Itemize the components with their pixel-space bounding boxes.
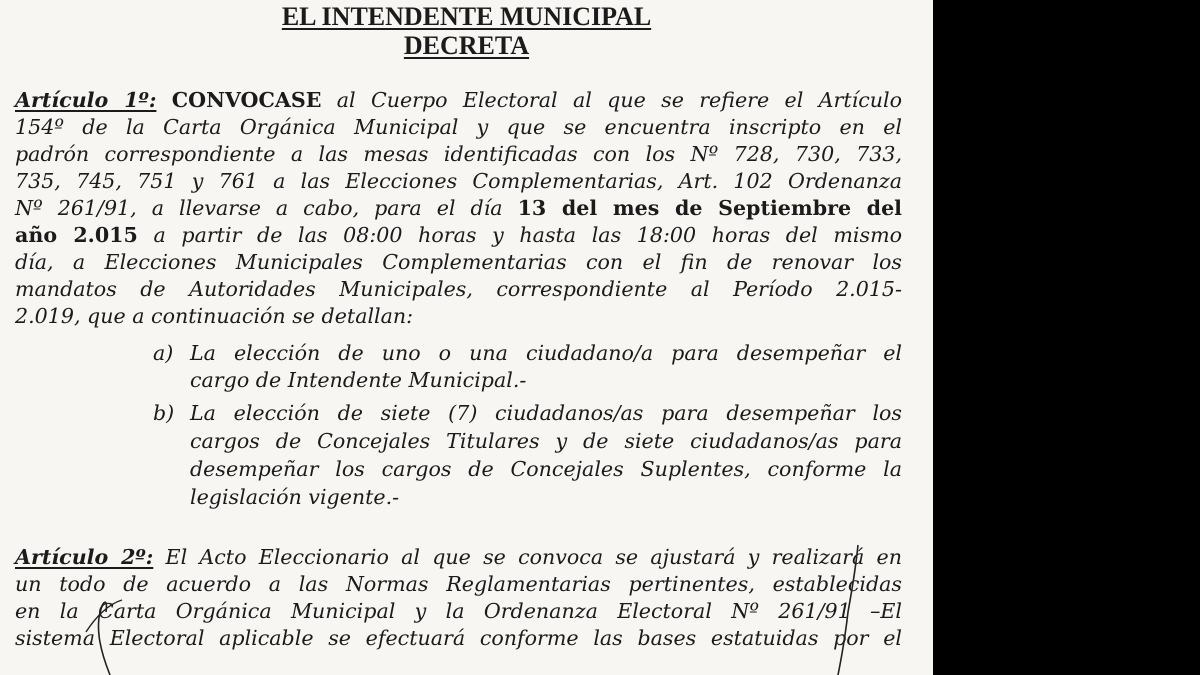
article2-line-1-text: El Acto Eleccionario al que se convoca se ajustará y realizará en bbox=[153, 545, 902, 569]
election-date: 13 del mes de Septiembre del bbox=[517, 196, 902, 220]
election-year: año 2.015 bbox=[15, 223, 138, 247]
item-b-line-4: legislación vigente.- bbox=[190, 485, 400, 509]
article1-line-6-text: a partir de las 08:00 horas y hasta las 18:00 horas del mismo bbox=[137, 223, 902, 247]
article1-line-1-text: al Cuerpo Electoral al que se refiere el Artículo bbox=[321, 88, 903, 112]
article1-line-3: padrón correspondiente a las mesas identificadas con los Nº 728, 730, 733, bbox=[15, 142, 902, 166]
article1-line-5-text: Nº 261/91, a llevarse a cabo, para el día bbox=[15, 196, 518, 220]
article1-line-2: 154º de la Carta Orgánica Municipal y que se encuentra inscripto en el bbox=[15, 115, 902, 139]
article1-line-9: 2.019, que a continuación se detallan: bbox=[15, 304, 414, 328]
article1-line-5 bbox=[15, 195, 902, 222]
decree-authority-heading: EL INTENDENTE MUNICIPAL bbox=[281, 2, 652, 31]
article2-line-1 bbox=[15, 544, 902, 571]
article1-title: Artículo 1º: bbox=[15, 88, 157, 112]
article2-line-3: en la Carta Orgánica Municipal y la Ordenanza Electoral Nº 261/91 –El bbox=[15, 599, 902, 623]
article1-line-8: mandatos de Autoridades Municipales, correspondiente al Período 2.015- bbox=[15, 277, 902, 301]
article1-line-7: día, a Elecciones Municipales Complementarias con el fin de renovar los bbox=[15, 250, 902, 274]
item-b-marker: b) bbox=[153, 401, 175, 425]
article2-title: Artículo 2º: bbox=[15, 545, 154, 569]
item-b-line-1: La elección de siete (7) ciudadanos/as para desempeñar los bbox=[190, 401, 902, 425]
article1-keyword: CONVOCASE bbox=[171, 88, 322, 112]
article1-line-6 bbox=[15, 222, 902, 249]
decree-heading: DECRETA bbox=[403, 31, 530, 60]
item-b-line-3: desempeñar los cargos de Concejales Suplentes, conforme la bbox=[190, 457, 902, 481]
item-b-line-2: cargos de Concejales Titulares y de siete ciudadanos/as para bbox=[190, 429, 902, 453]
item-a-marker: a) bbox=[153, 341, 174, 365]
article2-line-4: sistema Electoral aplicable se efectuará conforme las bases estatuidas por el bbox=[15, 626, 902, 650]
article1-line-4: 735, 745, 751 y 761 a las Elecciones Complementarias, Art. 102 Ordenanza bbox=[15, 169, 902, 193]
article2-line-2: un todo de acuerdo a las Normas Reglamentarias pertinentes, establecidas bbox=[15, 572, 902, 596]
item-a-line-1: La elección de uno o una ciudadano/a para desempeñar el bbox=[190, 341, 902, 365]
article1-line-1 bbox=[15, 87, 902, 114]
black-margin bbox=[933, 0, 1200, 675]
item-a-line-2: cargo de Intendente Municipal.- bbox=[190, 368, 527, 392]
